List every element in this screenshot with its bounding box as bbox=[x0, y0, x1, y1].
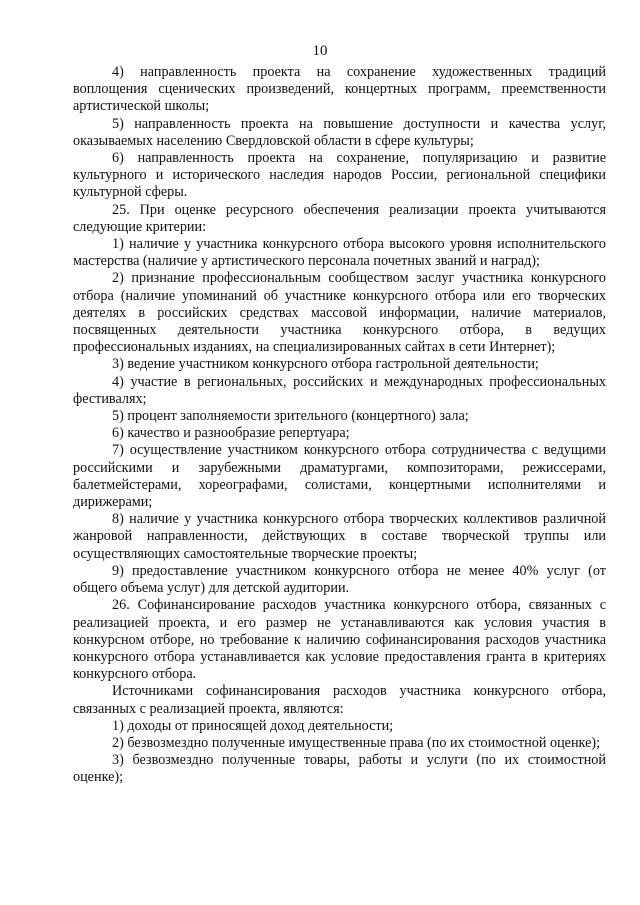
paragraph-source-2: 2) безвозмездно полученные имущественные права (по их стоимостной оценке); bbox=[112, 734, 601, 751]
paragraph-criterion-5: 5) процент заполняемости зрительного (концертного) зала; bbox=[112, 408, 469, 425]
document-body bbox=[73, 64, 606, 787]
paragraph-criterion-2: 2) признание профессиональным сообществом заслуг участника конкурсного отбора (наличие упоминаний об участнике конкурсного отбора или его творческих деятелях в российских средствах массовой информации, наличие материалов, посвященных деятельности участника конкурсного отбора, в ведущих профессиональных изданиях, на специализированных сайтах в сети Интернет); bbox=[73, 270, 606, 356]
paragraph-criterion-3: 3) ведение участником конкурсного отбора гастрольной деятельности; bbox=[112, 356, 539, 373]
paragraph-item-6-heritage: 6) направленность проекта на сохранение, популяризацию и развитие культурного и исторического наследия народов России, региональной специфики культурной сферы. bbox=[73, 150, 606, 201]
paragraph-criterion-7: 7) осуществление участником конкурсного отбора сотрудничества с ведущими российскими и зарубежными драматургами, композиторами, режиссерами, балетмейстерами, хореографами, солистами, концертными исполнителями и дирижерами; bbox=[73, 442, 606, 511]
paragraph-criterion-4: 4) участие в региональных, российских и международных профессиональных фестивалях; bbox=[73, 373, 606, 407]
paragraph-item-5-accessibility: 5) направленность проекта на повышение доступности и качества услуг, оказываемых населению Свердловской области в сфере культуры; bbox=[73, 115, 606, 149]
paragraph-item-4-traditions: 4) направленность проекта на сохранение художественных традиций воплощения сценических произведений, концертных программ, преемственности артистической школы; bbox=[73, 64, 606, 115]
page-number: 10 bbox=[312, 43, 328, 59]
paragraph-criterion-9: 9) предоставление участником конкурсного отбора не менее 40% услуг (от общего объема услуг) для детской аудитории. bbox=[73, 562, 606, 597]
paragraph-source-3: 3) безвозмездно полученные товары, работы и услуги (по их стоимостной оценке); bbox=[73, 752, 606, 786]
paragraph-criterion-8: 8) наличие у участника конкурсного отбора творческих коллективов различной жанровой направленности, действующих в составе творческой труппы или осуществляющих самостоятельные творческие проекты; bbox=[73, 511, 606, 562]
paragraph-clause-25: 25. При оценке ресурсного обеспечения реализации проекта учитываются следующие критерии: bbox=[73, 201, 606, 235]
paragraph-criterion-1: 1) наличие у участника конкурсного отбора высокого уровня исполнительского мастерства (наличие у артистического персонала почетных званий и наград); bbox=[73, 236, 606, 270]
paragraph-sources-intro: Источниками софинансирования расходов участника конкурсного отбора, связанных с реализацией проекта, являются: bbox=[73, 683, 606, 717]
paragraph-criterion-6: 6) качество и разнообразие репертуара; bbox=[112, 425, 350, 442]
paragraph-source-1: 1) доходы от приносящей доход деятельности; bbox=[112, 717, 394, 734]
paragraph-clause-26: 26. Софинансирование расходов участника конкурсного отбора, связанных с реализацией проекта, и его размер не устанавливаются как условия участия в конкурсном отборе, но требование к наличию софинансирования расходов участника конкурсного отбора устанавливается как условие предоставления гранта в критериях конкурсного отбора. bbox=[73, 597, 606, 683]
